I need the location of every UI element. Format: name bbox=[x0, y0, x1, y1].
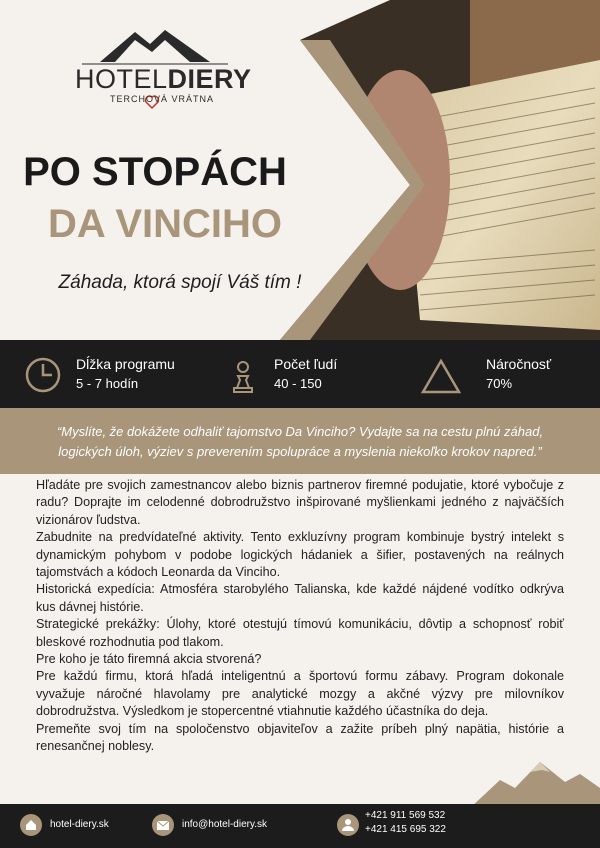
tagline: Záhada, ktorá spojí Váš tím ! bbox=[58, 272, 302, 293]
paragraph: Pre koho je táto firemná akcia stvorená? bbox=[36, 652, 262, 667]
logo-wordmark: HOTELDIERY bbox=[75, 64, 252, 94]
stat-value: 5 - 7 hodín bbox=[76, 376, 139, 391]
footer bbox=[0, 804, 600, 848]
hero bbox=[0, 0, 600, 340]
paragraph: Hľadáte pre svojich zamestnancov alebo biznis partnerov firemné podujatie, ktoré vybočuje z radu? Doprajte im celodenné dobrodružstvo inšpirované myšlienkami jedného z najväčších vizionárov ľudstva. bbox=[36, 478, 564, 527]
phone-number-2[interactable]: +421 415 695 322 bbox=[365, 824, 446, 835]
paragraph: Premeňte svoj tím na spoločenstvo objaviteľov a zažite príbeh plný napätia, histórie a renesančnej noblesy. bbox=[36, 721, 564, 754]
logo-subtitle: TERCHOVÁ VRÁTNA bbox=[110, 94, 215, 104]
phone-number-1[interactable]: +421 911 569 532 bbox=[365, 810, 446, 821]
home-icon bbox=[20, 814, 42, 836]
phone-icon bbox=[337, 814, 359, 836]
paragraph: Pre každú firmu, ktorá hľadá inteligentnú a športovú formu zábavy. Program dokonale vyvažuje náročné hlavolamy pre analytické mozgy a akčné výzvy pre milovníkov dobrodružstva. Výsledkom je stopercentné vtiahnutie každého účastníka do deja. bbox=[36, 669, 564, 719]
quote-banner bbox=[0, 408, 600, 474]
paragraph: Zabudnite na predvídateľné aktivity. Tento exkluzívny program kombinuje bystrý intelekt s dynamickým pohybom v podobe logických hádaniek a šifier, postavených na reálnych tajomstvách a kódoch Leonarda da Vinciho. bbox=[36, 530, 564, 580]
stats-band bbox=[0, 340, 600, 408]
email-icon bbox=[152, 814, 174, 836]
stat-value: 40 - 150 bbox=[274, 376, 322, 391]
paragraph: Historická expedícia: Atmosféra starobylého Talianska, kde každé nájdené vodítko odkrýva kus dávnej histórie. bbox=[36, 582, 564, 614]
stat-label: Náročnosť bbox=[486, 356, 552, 372]
page-title-line2: DA VINCIHO bbox=[47, 202, 283, 246]
page-title-line1: PO STOPÁCH bbox=[23, 150, 287, 194]
body-text bbox=[36, 477, 564, 756]
stat-difficulty bbox=[420, 356, 551, 391]
mountain-decoration bbox=[470, 758, 600, 808]
website-link[interactable]: hotel-diery.sk bbox=[50, 819, 109, 830]
quote-text: “Myslíte, že dokážete odhaliť tajomstvo Da Vinciho? Vydajte sa na cestu plnú záhad, logických úloh, výziev s preverením spolupráce a myslenia niekoľko krokov napred.” bbox=[56, 424, 544, 459]
stat-value: 70% bbox=[486, 376, 513, 391]
stat-people bbox=[228, 356, 337, 391]
chess-pawn-icon bbox=[228, 358, 258, 396]
email-link[interactable]: info@hotel-diery.sk bbox=[182, 819, 267, 830]
triangle-icon bbox=[420, 358, 462, 396]
clock-icon bbox=[24, 356, 62, 394]
stat-label: Počet ľudí bbox=[274, 356, 338, 372]
paragraph: Strategické prekážky: Úlohy, ktoré otestujú tímovú komunikáciu, dôvtip a schopnosť robiť bleskové rozhodnutia pod tlakom. bbox=[36, 617, 564, 649]
stat-label: Dĺžka programu bbox=[76, 356, 175, 372]
stat-duration bbox=[24, 356, 175, 391]
